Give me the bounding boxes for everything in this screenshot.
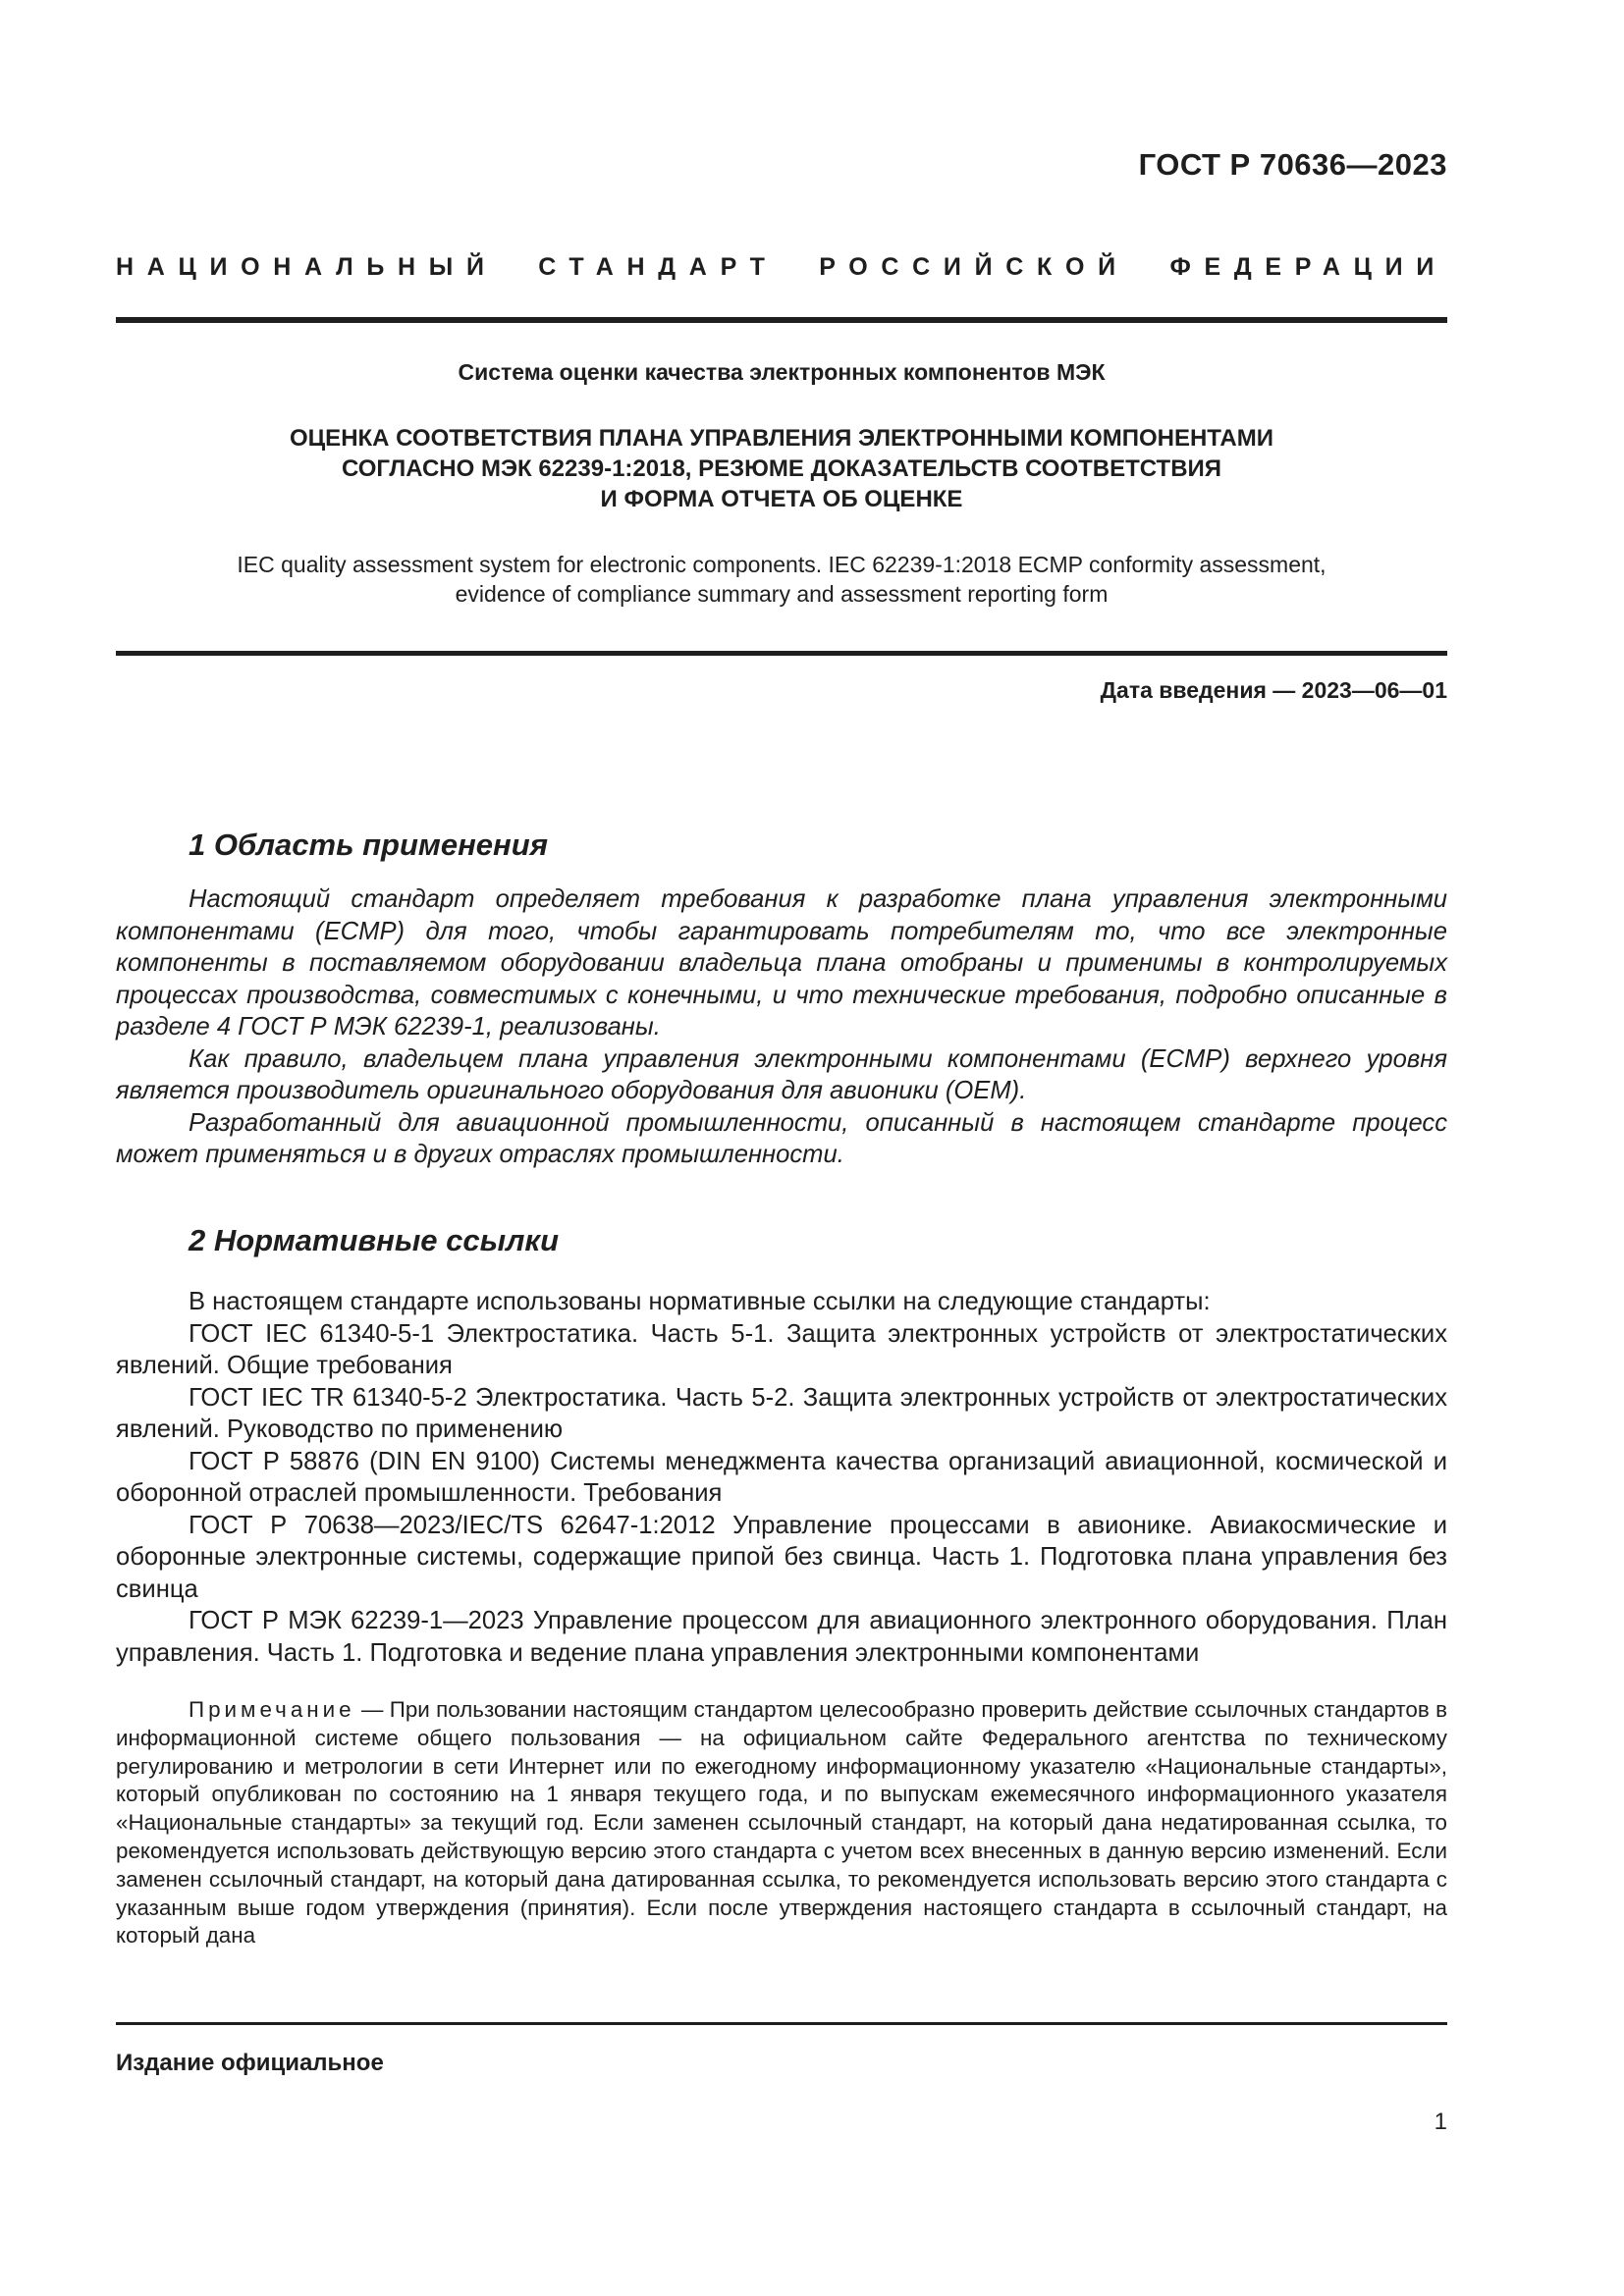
introduction-date: Дата введения — 2023—06—01 (1100, 677, 1447, 703)
note-label: Примечание (189, 1697, 355, 1722)
paragraph: Как правило, владельцем плана управления электронными компонентами (ECMP) верхнего уровня является производитель оригинального оборудования для авионики (OEM). (116, 1044, 1447, 1104)
top-rule (116, 317, 1447, 323)
english-title-line: evidence of compliance summary and assessment reporting form (455, 581, 1109, 607)
main-title-line: И ФОРМА ОТЧЕТА ОБ ОЦЕНКЕ (600, 486, 963, 512)
main-title (116, 423, 1447, 514)
section-1-heading: 1 Область применения (189, 828, 548, 862)
bottom-rule (116, 2022, 1447, 2025)
page-number: 1 (1434, 2109, 1447, 2135)
paragraph: Настоящий стандарт определяет требования к разработке плана управления электронными компонентами (ECMP) для того, чтобы гарантировать потребителям то, что все электронные компоненты в поставляемом оборудовании владельца плана отобраны и применимы в контролируемых процессах производства, совместимых с конечными, и что технические требования, подробно описанные в разделе 4 ГОСТ Р МЭК 62239-1, реализованы. (116, 885, 1447, 1041)
main-title-line: СОГЛАСНО МЭК 62239-1:2018, РЕЗЮМЕ ДОКАЗАТЕЛЬСТВ СООТВЕТСТВИЯ (341, 455, 1222, 482)
reference-item: ГОСТ Р 58876 (DIN EN 9100) Системы менеджмента качества организаций авиационной, космической и оборонной отраслей промышленности. Требования (116, 1447, 1447, 1507)
reference-item: ГОСТ Р 70638—2023/IEC/TS 62647-1:2012 Управление процессами в авионике. Авиакосмические и оборонные электронные системы, содержащие припой без свинца. Часть 1. Подготовка плана управления без свинца (116, 1511, 1447, 1603)
section-1-body (116, 883, 1447, 1171)
paragraph: В настоящем стандарте использованы нормативные ссылки на следующие стандарты: (189, 1288, 1211, 1315)
note-text: — При пользовании настоящим стандартом целесообразно проверить действие ссылочных стандартов в информационной системе общего пользования — на официальном сайте Федерального агентства по техническому регулированию и метрологии в сети Интернет или по ежегодному информационному указателю «Национальные стандарты», который опубликован по состоянию на 1 января текущего года, и по выпускам ежемесячного информационного указателя «Национальные стандарты» за текущий год. Если заменен ссылочный стандарт, на который дана недатированная ссылка, то рекомендуется использовать действующую версию этого стандарта с учетом всех внесенных в данную версию изменений. Если заменен ссылочный стандарт, на который дана датированная ссылка, то рекомендуется использовать версию этого стандарта с указанным выше годом утверждения (принятия). Если после утверждения настоящего стандарта в ссылочный стандарт, на который дана (116, 1697, 1447, 1949)
english-title-line: IEC quality assessment system for electronic components. IEC 62239-1:2018 ECMP conformity assessment, (237, 552, 1326, 577)
system-title: Система оценки качества электронных компонентов МЭК (458, 359, 1106, 385)
gost-number: ГОСТ Р 70636—2023 (1138, 147, 1447, 182)
main-title-line: ОЦЕНКА СООТВЕТСТВИЯ ПЛАНА УПРАВЛЕНИЯ ЭЛЕКТРОННЫМИ КОМПОНЕНТАМИ (289, 425, 1274, 452)
note (116, 1696, 1447, 1950)
section-2-heading: 2 Нормативные ссылки (189, 1223, 560, 1257)
english-title (116, 550, 1447, 609)
paragraph: Разработанный для авиационной промышленности, описанный в настоящем стандарте процесс может применяться и в других отраслях промышленности. (116, 1108, 1447, 1168)
reference-item: ГОСТ IEC 61340-5-1 Электростатика. Часть 5-1. Защита электронных устройств от электростатических явлений. Общие требования (116, 1319, 1447, 1379)
reference-item: ГОСТ Р МЭК 62239-1—2023 Управление процессом для авиационного электронного оборудования. План управления. Часть 1. Подготовка и ведение плана управления электронными компонентами (116, 1607, 1447, 1667)
middle-rule (116, 651, 1447, 656)
national-standard-title: НАЦИОНАЛЬНЫЙ СТАНДАРТ РОССИЙСКОЙ ФЕДЕРАЦИИ (116, 253, 1447, 281)
section-2-body (116, 1286, 1447, 1669)
reference-item: ГОСТ IEC TR 61340-5-2 Электростатика. Часть 5-2. Защита электронных устройств от электростатических явлений. Руководство по применению (116, 1383, 1447, 1443)
edition-label: Издание официальное (116, 2050, 384, 2076)
